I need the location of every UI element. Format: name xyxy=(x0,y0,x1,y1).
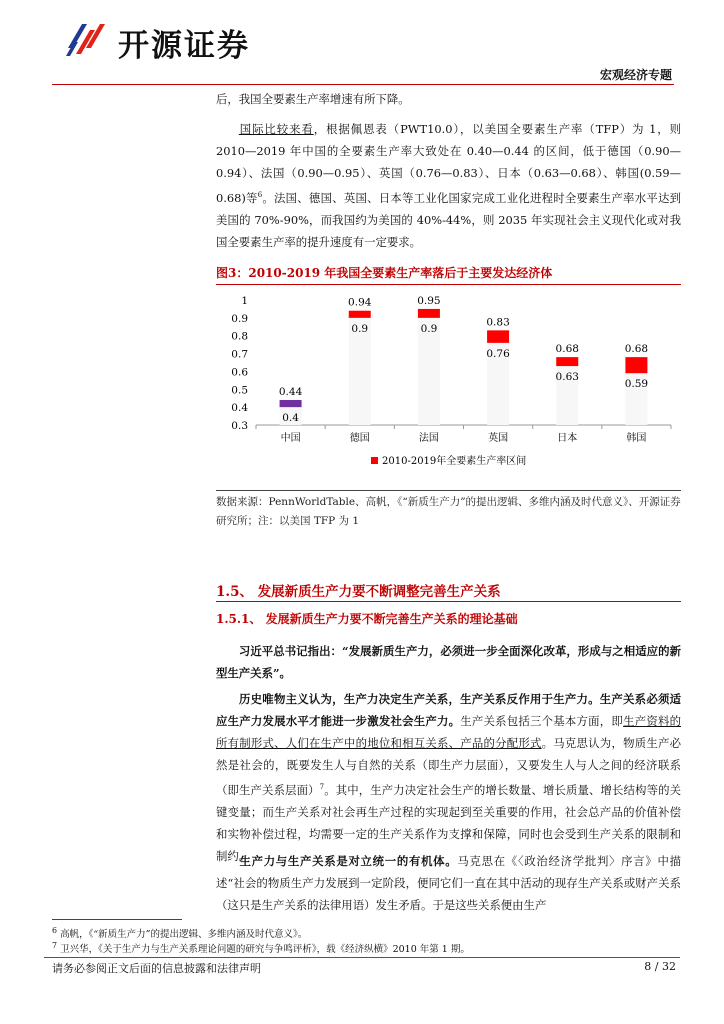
footnote-divider xyxy=(52,919,182,920)
y-tick-label: 0.9 xyxy=(231,312,248,325)
footer-disclaimer: 请务必参阅正文后面的信息披露和法律声明 xyxy=(52,962,261,975)
paragraph-4-underlined: 生产资料的所有制形式、人们在生产中的地位和相互关系、产品的分配形式 xyxy=(216,714,681,750)
brand-name: 开源证券 xyxy=(118,28,250,64)
data-label-high: 0.44 xyxy=(278,386,303,398)
page-number: 8 / 32 xyxy=(644,960,676,973)
section-title: 1.5、 发展新质生产力要不断调整完善生产关系 xyxy=(216,584,501,600)
range-bar xyxy=(280,400,302,407)
footer-divider xyxy=(44,957,680,958)
data-label-low: 0.9 xyxy=(351,322,369,335)
footnote-7 xyxy=(52,938,682,957)
paragraph-4-text-c: 。其中，生产力决定社会生产的增长数量、增长质量、增长结构等的关键变量；而生产关系对社会再生产过程的实现起到至关重要的作用，社会总产品的价值补偿和实物补偿过程，均需要一定的生产关系作为支撑和保障，同时也会受到生产关系的限制和制约。 xyxy=(216,782,681,863)
footnote-ref-7[interactable]: 7 xyxy=(319,783,325,791)
x-tick-label: 英国 xyxy=(488,433,509,444)
data-label-high: 0.68 xyxy=(555,343,579,356)
paragraph-1 xyxy=(216,88,681,110)
paragraph-5 xyxy=(216,850,681,916)
paragraph-2-text: ，根据佩恩表（PWT10.0），以美国全要素生产率（TFP）为 1，则 2010—2019 年中国的全要素生产率大致处在 0.40—0.44 的区间，低于德国（0.90—0.94）、法国（0.90—0.95）、英国（0.76—0.83）、日本（0.63—0.68）、韩国(0.59—0.68)等 xyxy=(216,122,681,205)
brand-logo-icon xyxy=(60,18,120,62)
y-tick-label: 1 xyxy=(241,295,248,307)
data-label-low: 0.63 xyxy=(555,371,579,384)
y-tick-label: 0.6 xyxy=(231,366,248,379)
data-label-low: 0.76 xyxy=(486,347,510,360)
figure-source: 数据来源：PennWorldTable、高帆，《“新质生产力”的提出逻辑、多维内涵及时代意义》、开源证券研究所；注：以美国 TFP 为 1 xyxy=(216,490,681,531)
x-tick-label: 日本 xyxy=(557,433,578,444)
paragraph-4-bold: 历史唯物主义认为，生产力决定生产关系，生产关系反作用于生产力。生产关系必须适应生产力发展水平才能进一步激发社会生产力。 xyxy=(216,692,681,728)
y-tick-label: 0.4 xyxy=(231,402,248,415)
data-label-high: 0.94 xyxy=(348,296,372,309)
data-label-low: 0.59 xyxy=(624,378,649,391)
range-bar xyxy=(556,357,578,366)
data-label-low: 0.9 xyxy=(420,322,438,335)
legend-label: 2010-2019年全要素生产率区间 xyxy=(382,456,527,467)
paragraph-5-bold: 生产力与生产关系是对立统一的有机体。 xyxy=(238,854,458,868)
figure-title: 图3：2010-2019 年我国全要素生产率落后于主要发达经济体 xyxy=(216,264,681,285)
footnote-text: 高帆，《“新质生产力”的提出逻辑、多维内涵及时代意义》。 xyxy=(60,929,308,941)
footnote-num: 6 xyxy=(52,926,58,935)
tfp-chart xyxy=(216,286,681,486)
range-bar xyxy=(418,309,440,318)
subsection-title: 1.5.1、 发展新质生产力要不断完善生产关系的理论基础 xyxy=(216,612,518,626)
section-divider xyxy=(216,601,681,602)
paragraph-2-lead: 国际比较来看 xyxy=(238,122,314,136)
x-tick-label: 韩国 xyxy=(626,433,647,444)
x-tick-label: 德国 xyxy=(349,433,370,444)
paragraph-4-text-b: 。马克思认为，物质生产必然是社会的，既要发生人与自然的关系（即生产力层面），又要发生人与人之间的经济联系（即生产关系层面） xyxy=(216,736,681,797)
paragraph-4 xyxy=(216,688,681,867)
paragraph-2 xyxy=(216,118,681,253)
range-bar xyxy=(487,330,509,343)
footnote-num: 7 xyxy=(52,941,58,950)
section-tag: 宏观经济专题 xyxy=(599,68,672,82)
range-bar xyxy=(349,311,371,318)
footnote-text: 卫兴华，《关于生产力与生产关系理论问题的研究与争鸣评析》，载《经济纵横》2010 年第 1 期。 xyxy=(60,944,470,956)
y-tick-label: 0.5 xyxy=(231,384,248,397)
paragraph-2-rest: 。法国、德国、英国、日本等工业化国家完成工业化进程时全要素生产率水平达到美国的 70%-90%，而我国约为美国的 40%-44%，则 2035 年实现社会主义现代化或对我国全要素生产率的提升速度有一定要求。 xyxy=(216,190,681,249)
range-bar xyxy=(625,357,647,373)
quote-paragraph xyxy=(216,640,681,684)
y-tick-label: 0.3 xyxy=(231,420,248,432)
paragraph-4-text-a: 生产关系包括三个基本方面，即 xyxy=(460,714,624,728)
data-label-high: 0.68 xyxy=(624,343,649,356)
paragraph-5-text: 马克思在《〈政治经济学批判〉序言》中描述“社会的物质生产力发展到一定阶段，便同它们一直在其中活动的现存生产关系或财产关系（这只是生产关系的法律用语）发生矛盾。于是这些关系便由生产 xyxy=(216,854,681,912)
y-tick-label: 0.7 xyxy=(231,348,248,361)
paragraph-1-text: 后，我国全要素生产率增速有所下降。 xyxy=(216,92,410,106)
data-label-low: 0.4 xyxy=(282,412,299,425)
x-tick-label: 法国 xyxy=(418,433,439,444)
y-tick-label: 0.8 xyxy=(231,330,248,343)
x-tick-label: 中国 xyxy=(280,433,301,444)
footnote-ref-6[interactable]: 6 xyxy=(257,191,263,199)
data-label-high: 0.95 xyxy=(417,294,441,307)
legend-swatch xyxy=(371,457,378,464)
header-divider xyxy=(52,84,674,85)
quote-text: 习近平总书记指出：“发展新质生产力，必须进一步全面深化改革，形成与之相适应的新型生产关系”。 xyxy=(216,644,681,680)
data-label-high: 0.83 xyxy=(486,316,510,329)
